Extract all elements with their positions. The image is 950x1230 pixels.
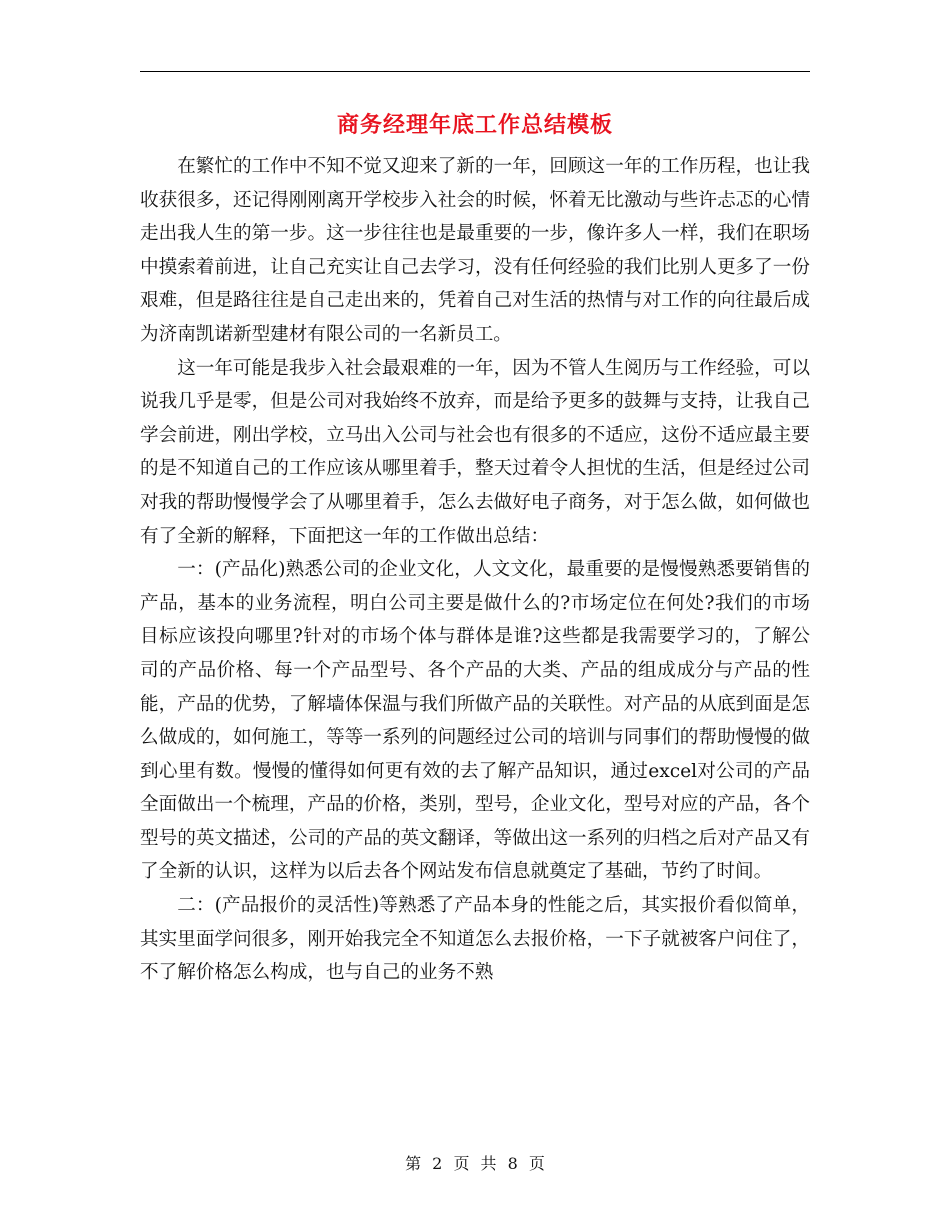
page-number: 第 2 页 共 8 页 (405, 1154, 545, 1173)
body-paragraph-3: 一：(产品化)熟悉公司的企业文化，人文文化，最重要的是慢慢熟悉要销售的产品，基本的业务流程，明白公司主要是做什么的?市场定位在何处?我们的市场目标应该投向哪里?针对的市场个体与群体是谁?这些都是我需要学习的，了解公司的产品价格、每一个产品型号、各个产品的大类、产品的组成成分与产品的性能，产品的优势，了解墙体保温与我们所做产品的关联性。对产品的从底到面是怎么做成的，如何施工，等等一系列的问题经过公司的培训与同事们的帮助慢慢的做到心里有数。慢慢的懂得如何更有效的去了解产品知识，通过excel对公司的产品全面做出一个梳理，产品的价格，类别，型号，企业文化，型号对应的产品，各个型号的英文描述，公司的产品的英文翻译，等做出这一系列的归档之后对产品又有了全新的认识，这样为以后去各个网站发布信息就奠定了基础，节约了时间。 (140, 559, 810, 883)
header-rule (140, 71, 810, 72)
document-title: 商务经理年底工作总结模板 (336, 112, 613, 138)
document-body (140, 150, 810, 990)
body-paragraph-1: 在繁忙的工作中不知不觉又迎来了新的一年，回顾这一年的工作历程，也让我收获很多，还记得刚刚离开学校步入社会的时候，怀着无比激动与些许忐忑的心情走出我人生的第一步。这一步往往也是最重要的一步，像许多人一样，我们在职场中摸索着前进，让自己充实让自己去学习，没有任何经验的我们比别人更多了一份艰难，但是路往往是自己走出来的，凭着自己对生活的热情与对工作的向往最后成为济南凯诺新型建材有限公司的一名新员工。 (140, 156, 810, 345)
body-paragraph-2: 这一年可能是我步入社会最艰难的一年，因为不管人生阅历与工作经验，可以说我几乎是零，但是公司对我始终不放弃，而是给予更多的鼓舞与支持，让我自己学会前进，刚出学校，立马出入公司与社会也有很多的不适应，这份不适应最主要的是不知道自己的工作应该从哪里着手，整天过着令人担忧的生活，但是经过公司对我的帮助慢慢学会了从哪里着手，怎么去做好电子商务，对于怎么做，如何做也有了全新的解释，下面把这一年的工作做出总结： (140, 357, 810, 547)
body-paragraph-4: 二：(产品报价的灵活性)等熟悉了产品本身的性能之后，其实报价看似简单，其实里面学问很多，刚开始我完全不知道怎么去报价格，一下子就被客户问住了，不了解价格怎么构成，也与自己的业务不熟 (140, 895, 810, 984)
